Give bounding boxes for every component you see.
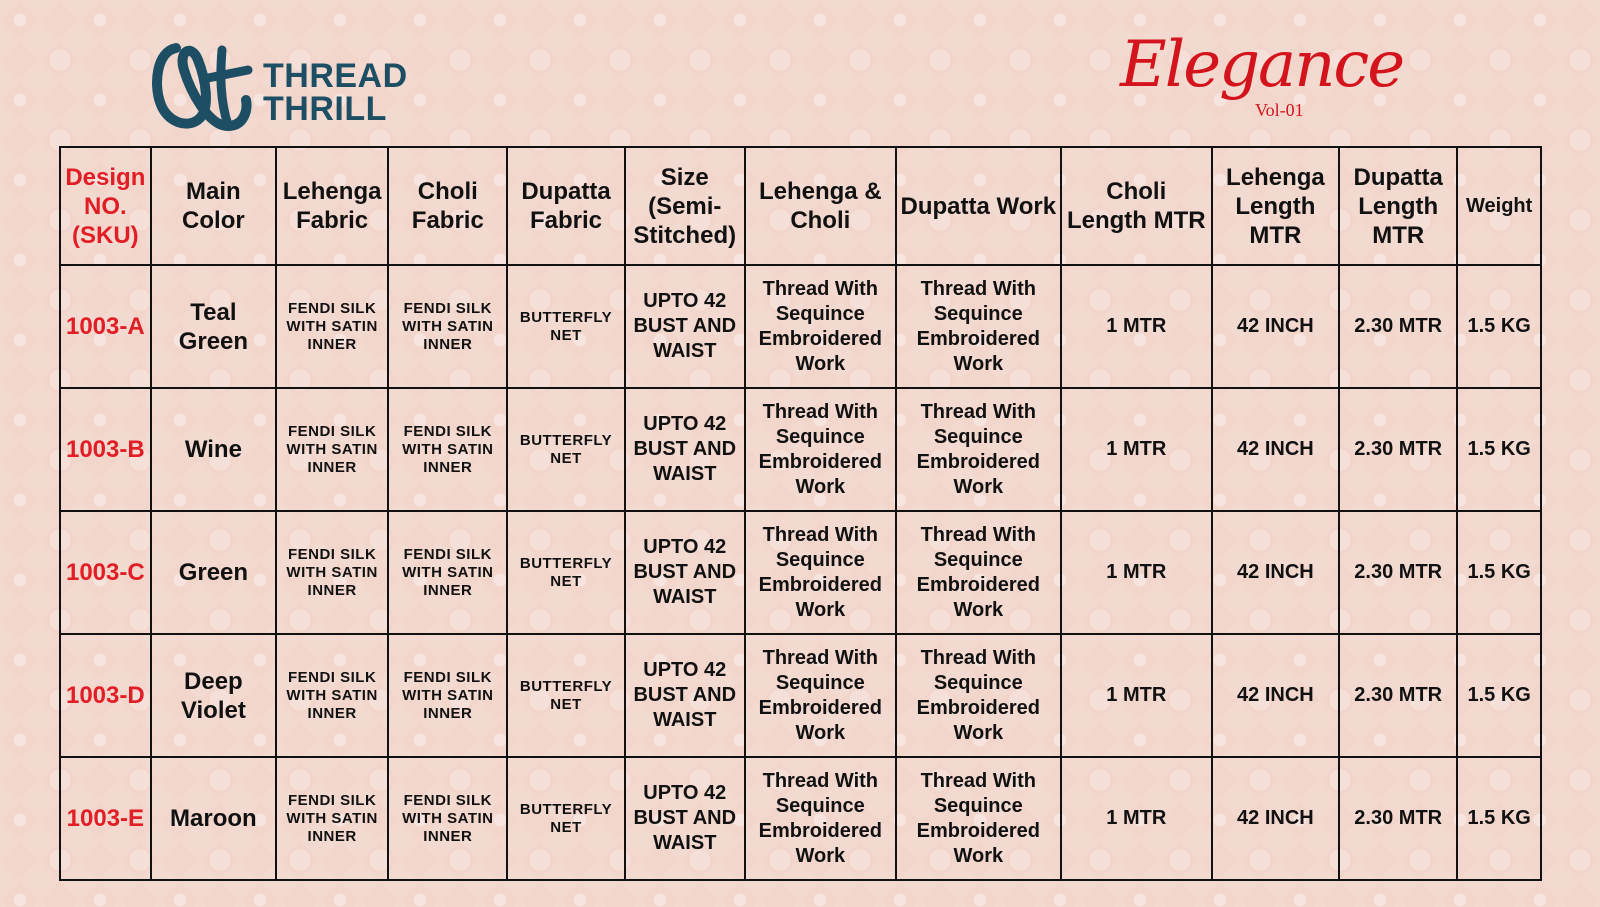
cell-dupatta-fabric: BUTTERFLY NET [507,265,624,388]
collection-volume: Vol-01 [1255,100,1304,120]
cell-weight: 1.5 KG [1457,388,1541,511]
cell-lehenga-length: 42 INCH [1212,757,1339,880]
collection-logo [1110,10,1404,150]
cell-sku: 1003-A [60,265,151,388]
header-dupatta-length: Dupatta Length MTR [1339,147,1457,265]
cell-choli-length: 1 MTR [1061,388,1212,511]
cell-dupatta-length: 2.30 MTR [1339,634,1457,757]
cell-size: UPTO 42 BUST AND WAIST [625,265,745,388]
cell-main-color: Maroon [151,757,276,880]
cell-main-color: Deep Violet [151,634,276,757]
cell-choli-fabric: FENDI SILK WITH SATIN INNER [388,634,507,757]
cell-choli-length: 1 MTR [1061,265,1212,388]
cell-choli-fabric: FENDI SILK WITH SATIN INNER [388,265,507,388]
cell-main-color: Teal Green [151,265,276,388]
cell-lehenga-choli: Thread With Sequince Embroidered Work [745,634,896,757]
cell-choli-length: 1 MTR [1061,757,1212,880]
cell-lehenga-choli: Thread With Sequince Embroidered Work [745,265,896,388]
cell-size: UPTO 42 BUST AND WAIST [625,757,745,880]
cell-lehenga-fabric: FENDI SILK WITH SATIN INNER [276,757,388,880]
cell-lehenga-fabric: FENDI SILK WITH SATIN INNER [276,511,388,634]
cell-sku: 1003-E [60,757,151,880]
cell-size: UPTO 42 BUST AND WAIST [625,388,745,511]
cell-dupatta-work: Thread With Sequince Embroidered Work [896,757,1061,880]
cell-sku: 1003-B [60,388,151,511]
table-row [60,757,1541,880]
cell-weight: 1.5 KG [1457,511,1541,634]
cell-lehenga-length: 42 INCH [1212,511,1339,634]
brand-name [263,57,408,128]
cell-dupatta-fabric: BUTTERFLY NET [507,757,624,880]
table-row [60,265,1541,388]
thread-thrill-monogram-icon [148,30,258,140]
cell-dupatta-length: 2.30 MTR [1339,265,1457,388]
cell-dupatta-work: Thread With Sequince Embroidered Work [896,634,1061,757]
cell-lehenga-length: 42 INCH [1212,388,1339,511]
cell-lehenga-choli: Thread With Sequince Embroidered Work [745,388,896,511]
cell-weight: 1.5 KG [1457,757,1541,880]
cell-main-color: Green [151,511,276,634]
collection-title: Elegance [1120,28,1404,102]
header-choli-length: Choli Length MTR [1061,147,1212,265]
cell-lehenga-choli: Thread With Sequince Embroidered Work [745,757,896,880]
cell-dupatta-work: Thread With Sequince Embroidered Work [896,265,1061,388]
cell-choli-length: 1 MTR [1061,511,1212,634]
cell-lehenga-length: 42 INCH [1212,634,1339,757]
cell-size: UPTO 42 BUST AND WAIST [625,511,745,634]
cell-choli-length: 1 MTR [1061,634,1212,757]
header-weight: Weight [1457,147,1541,265]
cell-weight: 1.5 KG [1457,265,1541,388]
cell-lehenga-length: 42 INCH [1212,265,1339,388]
cell-dupatta-length: 2.30 MTR [1339,388,1457,511]
brand-line-1: THREAD [263,57,408,95]
cell-lehenga-fabric: FENDI SILK WITH SATIN INNER [276,634,388,757]
cell-sku: 1003-D [60,634,151,757]
brand-logo [148,30,418,140]
table-row [60,634,1541,757]
cell-dupatta-fabric: BUTTERFLY NET [507,511,624,634]
table-header-row [60,147,1541,265]
header-main-color: Main Color [151,147,276,265]
product-table-container [59,146,1542,881]
cell-dupatta-length: 2.30 MTR [1339,511,1457,634]
cell-size: UPTO 42 BUST AND WAIST [625,634,745,757]
cell-sku: 1003-C [60,511,151,634]
cell-dupatta-work: Thread With Sequince Embroidered Work [896,511,1061,634]
brand-line-2: THRILL [263,90,387,128]
cell-dupatta-fabric: BUTTERFLY NET [507,388,624,511]
product-table [59,146,1542,881]
cell-dupatta-length: 2.30 MTR [1339,757,1457,880]
header-lehenga-length: Lehenga Length MTR [1212,147,1339,265]
header-dupatta-work: Dupatta Work [896,147,1061,265]
cell-lehenga-choli: Thread With Sequince Embroidered Work [745,511,896,634]
cell-lehenga-fabric: FENDI SILK WITH SATIN INNER [276,265,388,388]
header-lehenga-choli: Lehenga & Choli [745,147,896,265]
table-row [60,511,1541,634]
cell-dupatta-work: Thread With Sequince Embroidered Work [896,388,1061,511]
cell-dupatta-fabric: BUTTERFLY NET [507,634,624,757]
cell-choli-fabric: FENDI SILK WITH SATIN INNER [388,511,507,634]
table-row [60,388,1541,511]
cell-choli-fabric: FENDI SILK WITH SATIN INNER [388,388,507,511]
header-lehenga-fabric: Lehenga Fabric [276,147,388,265]
header-choli-fabric: Choli Fabric [388,147,507,265]
header-size: Size (Semi-Stitched) [625,147,745,265]
cell-main-color: Wine [151,388,276,511]
cell-weight: 1.5 KG [1457,634,1541,757]
cell-choli-fabric: FENDI SILK WITH SATIN INNER [388,757,507,880]
cell-lehenga-fabric: FENDI SILK WITH SATIN INNER [276,388,388,511]
header-sku: Design NO. (SKU) [60,147,151,265]
header-dupatta-fabric: Dupatta Fabric [507,147,624,265]
